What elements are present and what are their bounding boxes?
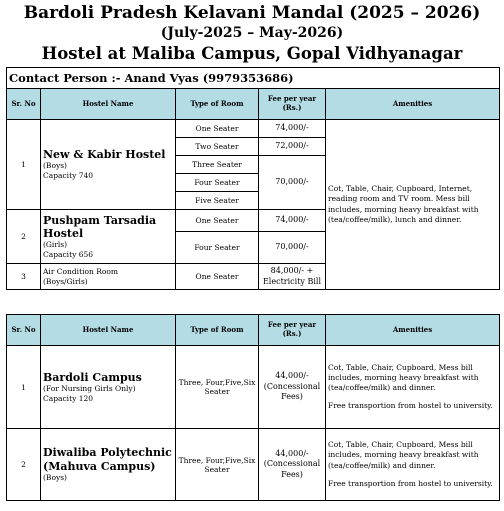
col-amenities: Amenities: [326, 315, 500, 346]
room-type: Three Seater: [176, 156, 259, 174]
hostel-gender: (Girls): [43, 239, 68, 249]
hostel-gender: (Boys/Girls): [43, 276, 88, 286]
transport-note: Free transportion from hostel to university.: [328, 401, 493, 411]
hostel-capacity: Capacity 740: [43, 171, 94, 181]
hostel-capacity: Capacity 656: [43, 249, 94, 259]
room-type: Five Seater: [176, 192, 259, 210]
fee-value: 44,000/- (Concessional Fees): [259, 429, 326, 501]
fee-value: 84,000/- + Electricity Bill: [259, 264, 326, 290]
col-hostel-name: Hostel Name: [41, 315, 176, 346]
fee-value: 74,000/-: [259, 210, 326, 232]
hostel-name-cell: [41, 346, 176, 429]
hostel-gender: (Boys): [43, 472, 67, 482]
hostel-name-cell: [41, 210, 176, 264]
table-row: [7, 346, 500, 429]
amenities-cell: [326, 346, 500, 429]
room-type: Four Seater: [176, 232, 259, 264]
col-hostel-name: Hostel Name: [41, 89, 176, 120]
amenities-text: Cot, Table, Chair, Cupboard, Mess bill includes, morning heavy breakfast with (tea/coffee/milk) and dinner.: [328, 440, 479, 470]
fee-value: 72,000/-: [259, 138, 326, 156]
table-row: [7, 120, 500, 138]
room-type: Four Seater: [176, 174, 259, 192]
hostel-capacity: Capacity 120: [43, 393, 94, 403]
fee-value: 74,000/-: [259, 120, 326, 138]
hostel-name-cell: [41, 264, 176, 290]
hostel-name: Air Condition Room: [43, 267, 118, 277]
room-type: One Seater: [176, 120, 259, 138]
col-room-type: Type of Room: [176, 89, 259, 120]
hostel-gender: (Boys): [43, 161, 67, 171]
col-room-type: Type of Room: [176, 315, 259, 346]
fee-value: 70,000/-: [259, 232, 326, 264]
col-amenities: Amenities: [326, 89, 500, 120]
row-sr-no: 3: [7, 264, 41, 290]
row-sr-no: 2: [7, 429, 41, 501]
academic-period: (July-2025 – May-2026): [160, 25, 344, 41]
hostel-name-cell: [41, 120, 176, 210]
fee-value: 70,000/-: [259, 156, 326, 210]
row-sr-no: 1: [7, 120, 41, 210]
hostel-name: Bardoli Campus: [43, 370, 142, 384]
col-fee: Fee per year (Rs.): [259, 315, 326, 346]
col-sr-no: Sr. No: [7, 89, 41, 120]
row-sr-no: 2: [7, 210, 41, 264]
table-row: [7, 429, 500, 501]
room-type: One Seater: [176, 210, 259, 232]
hostel-name: Pushpam Tarsadia Hostel: [43, 213, 157, 240]
hostel-name: New & Kabir Hostel: [43, 148, 166, 162]
organization-title: Bardoli Pradesh Kelavani Mandal (2025 – 2026): [23, 3, 481, 23]
hostel-campus: (Mahuva Campus): [43, 459, 156, 473]
col-fee: Fee per year (Rs.): [259, 89, 326, 120]
hostel-table-other-campus: [6, 314, 500, 501]
amenities-text: Cot, Table, Chair, Cupboard, Mess bill includes, morning heavy breakfast with (tea/coffee/milk) and dinner.: [328, 362, 479, 392]
col-sr-no: Sr. No: [7, 315, 41, 346]
campus-title: Hostel at Maliba Campus, Gopal Vidhyanagar: [41, 44, 463, 63]
fee-value: 44,000/- (Concessional Fees): [259, 346, 326, 429]
hostel-gender: (For Nursing Girls Only): [43, 383, 136, 393]
row-sr-no: 1: [7, 346, 41, 429]
room-type: Three, Four,Five,Six Seater: [176, 346, 259, 429]
amenities-cell: [326, 429, 500, 501]
room-type: One Seater: [176, 264, 259, 290]
amenities-text: Cot, Table, Chair, Cupboard, Internet, reading room and TV room. Mess bill includes, morning heavy breakfast with (tea/coffee/milk), lunch and dinner.: [326, 120, 500, 290]
room-type: Three, Four,Five,Six Seater: [176, 429, 259, 501]
hostel-name-cell: [41, 429, 176, 501]
transport-note: Free transportion from hostel to university.: [328, 478, 493, 488]
contact-person: Contact Person :- Anand Vyas (9979353686): [7, 68, 500, 89]
room-type: Two Seater: [176, 138, 259, 156]
hostel-table-maliba: [6, 67, 500, 290]
hostel-name: Diwaliba Polytechnic: [43, 446, 172, 460]
